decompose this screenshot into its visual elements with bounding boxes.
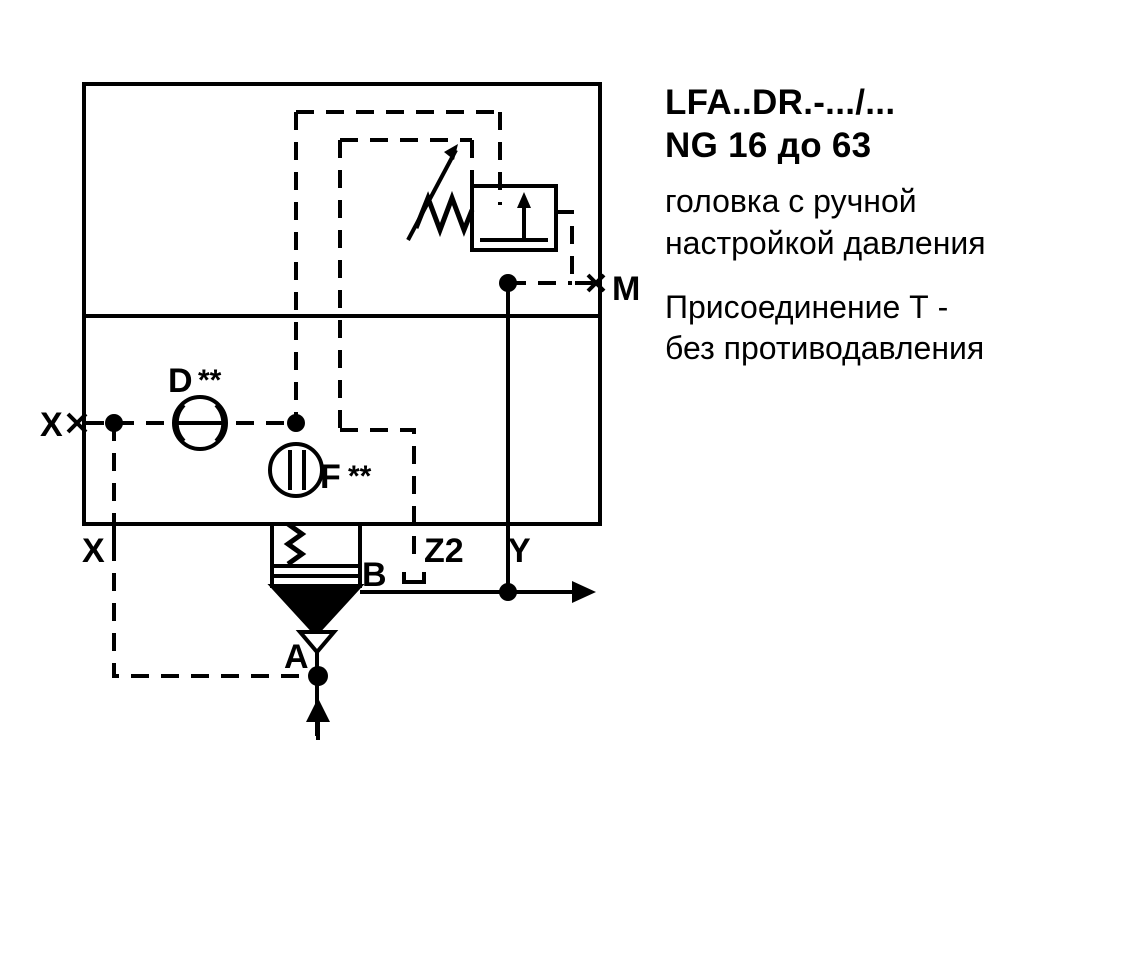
junction-dot-m [499, 274, 517, 292]
caption-title-line1: LFA..DR.-.../... [665, 83, 896, 122]
poppet-triangle [272, 586, 360, 634]
line-b-arrowhead [572, 581, 596, 603]
label-d-stars: ** [198, 364, 222, 397]
caption-title-line2: NG 16 до 63 [665, 125, 872, 165]
label-f: F [320, 458, 341, 496]
cartridge-spring [288, 524, 302, 564]
label-x-upper: X [40, 406, 63, 444]
caption-desc-line2: настройкой давления [665, 224, 986, 261]
label-z2: Z2 [424, 532, 464, 570]
spring-symbol [416, 198, 472, 230]
relief-valve-arrowhead [517, 192, 531, 208]
junction-dot-x2 [287, 414, 305, 432]
caption-desc-line1: головка с ручной [665, 183, 917, 220]
label-a: A [284, 638, 309, 676]
z2-tick [404, 572, 424, 582]
label-x-lower: X [82, 532, 105, 570]
caption-desc-line4: без противодавления [665, 330, 985, 367]
label-d: D [168, 362, 193, 400]
label-m: M [612, 270, 641, 308]
line-a-arrowhead [306, 698, 330, 722]
adjustment-arrow [408, 150, 456, 240]
orifice-f-symbol [270, 444, 322, 496]
junction-dot-y [499, 583, 517, 601]
caption-block [665, 82, 1105, 370]
label-y: Y [508, 532, 531, 570]
label-f-stars: ** [348, 460, 372, 493]
pilot-line-to-m [556, 212, 596, 283]
junction-dot-a [308, 666, 328, 686]
z2-dashed-branch [340, 430, 414, 566]
label-b: B [362, 556, 387, 594]
caption-desc-line3: Присоединение Т - [665, 288, 949, 325]
